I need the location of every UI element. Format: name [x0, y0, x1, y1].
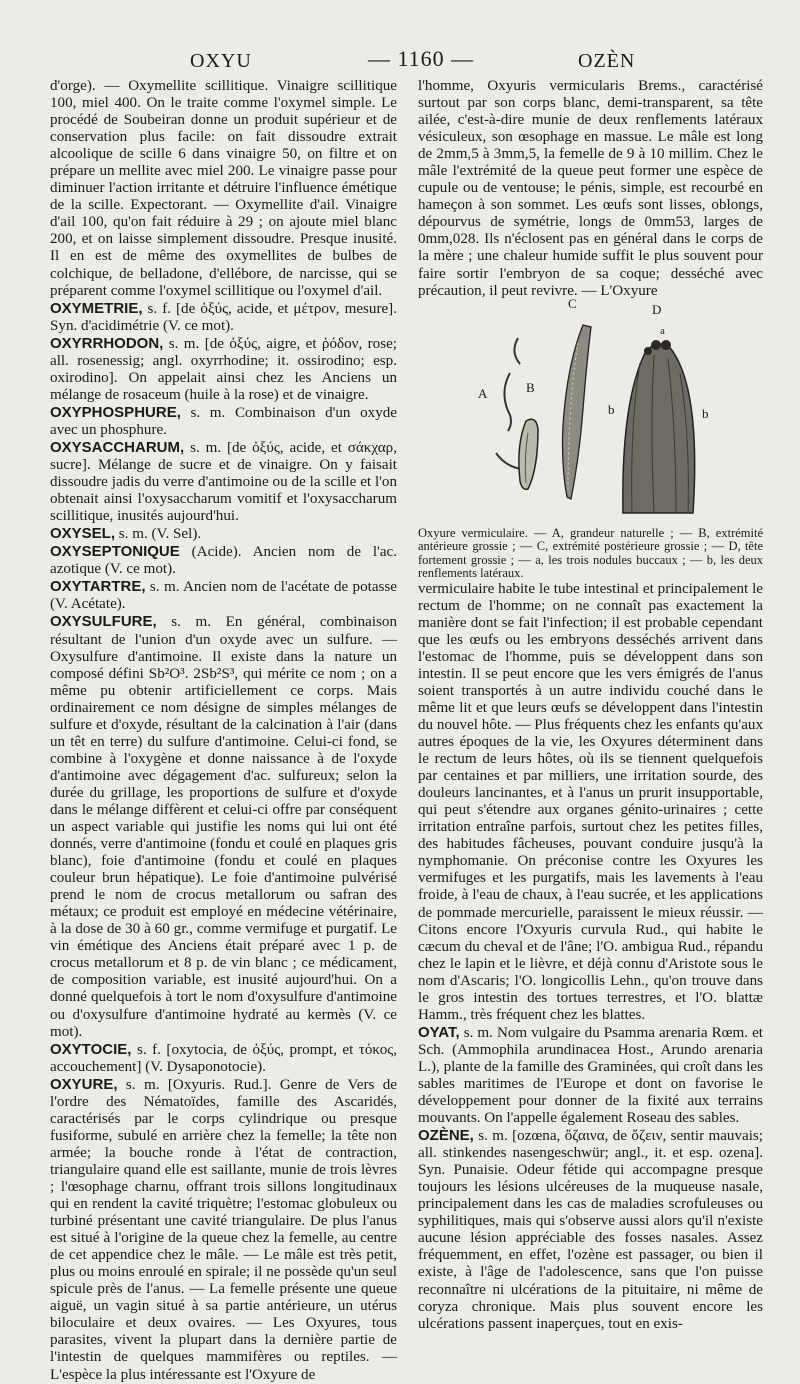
entry-oxymetrie — [50, 300, 397, 335]
entry-oxyseptonique — [50, 543, 397, 578]
entry-oxysulfure — [50, 613, 397, 1040]
entry-body: s. f. [oxytocia, de ὀξύς, prompt, et τόκος, accouchement] (V. Dysaponotocie). — [50, 1041, 397, 1075]
right-column — [418, 78, 763, 1333]
headword: OXYTARTRE, — [50, 578, 146, 596]
tail-enlarged-c — [563, 325, 592, 499]
entry-body: s. m. [de ὀξύς, acide, et σάκχαρ, sucre]. Mélange de sucre et de vinaigre. On y faisait dissoudre jadis du verre d'antimoine ou de la scille et l'on obtenait ainsi l'oxysaccharum vomitif et l'oxysaccharum scillitique, inusités aujourd'hui. — [50, 439, 397, 525]
entry-oxyure — [50, 1076, 397, 1384]
figure-label-small-a: a — [660, 324, 665, 337]
entry-body: s. m. En général, combinaison résultant de l'union d'un oxyde avec un sulfure. — Oxysulfure d'antimoine. Il existe dans la nature un composé défini Sb²O³. 2Sb²S³, qui mérite ce nom ; on a même pu obtenir artificiellement ce corps. Mais ordinairement ce nom désigne de simples mélanges de sulfure et d'oxyde, résultant de la calcination à l'air (dans un têt en terre) du sulfure d'antimoine. Celui-ci fond, se combine à l'oxygène et donne naissance à de l'oxyde d'antimoine avec dégagement d'ac. sulfureux; selon la durée du grillage, les proportions de sulfure et d'oxyde dans le mélange diffèrent et celui-ci offre par conséquent un aspect variable qui justifie les noms qui lui ont été donnés, verre d'antimoine (fondu et coulé en plaques gris blanc), foie d'antimoine (fondu et coulé en plaques couleur brun hépatique). Le foie d'antimoine pulvérisé prend le nom de crocus metallorum ou safran des métaux; ce produit est employé en médecine vétérinaire, à la dose de 30 à 60 gr., comme vermifuge et purgatif. Le vin émétique des Anciens était préparé avec 1 p. de crocus metallorum et 8 p. de vin blanc ; ce médicament, de composition variable, est inusité aujourd'hui. On a donné quelquefois à tort le nom d'oxysulfure d'antimoine ou d'oxysulfure d'antimoine hydraté au kermès (V. ce mot). — [50, 614, 397, 1040]
entry-body: s. m. [de ὀξύς, aigre, et ῥόδον, rose; all. rosenessig; angl. oxyrrhodine; it. ossirodino; esp. oxirodino]. On appelait ainsi chez les Anciens un mélange de rosaceum (huile à la rose) et de vinaigre. — [50, 335, 397, 403]
entry-body: s. m. Nom vulgaire du Psamma arenaria Rœm. et Sch. (Ammophila arundinacea Host., Arundo arenaria L.), plante de la famille des Graminées, qui croît dans les sables maritimes de l'Europe et dont on favorise le développement pour donner de la fixité aux terrains mouvants. On l'appelle également Roseau des sables. — [418, 1024, 763, 1127]
head-enlarged-b — [519, 419, 538, 489]
figure-label-c: C — [568, 295, 577, 311]
figure-label-small-b-right: b — [702, 405, 709, 421]
entry-body: (Acide). Ancien nom de l'ac. azotique (V. ce mot). — [50, 544, 397, 578]
entry-body: s. m. [ozœna, ὄζαινα, de ὄζειν, sentir mauvais; all. stinkendes nasengeschwür; angl., it. et esp. ozena]. Syn. Punaisie. Odeur fétide qui accompagne presque toujours les lésions ulcéreuses de la muqueuse nasale, principalement dans les cas de maladies scrofuleuses ou syphilitiques, mais qui s'observe aussi alors qu'il n'existe aucune lésion appréciable des fosses nasales. Assez fréquemment, en effet, l'ozène est passager, ou bien il existe, à l'âge de l'adolescence, sans que l'on puisse reconnaître ni ulcérations de la pituitaire, ni même de coryza chronique. Mais plus souvent encore les ulcérations passent inaperçues, tout en exis- — [418, 1128, 763, 1332]
worms-natural-size — [496, 338, 522, 469]
head-strongly-magnified-d — [623, 340, 695, 513]
oxyure-illustration — [418, 303, 763, 527]
headword: OXYSEL, — [50, 525, 116, 543]
entry-oxyure-habitat: vermiculaire habite le tube intestinal et principalement le rectum de l'homme; on ne connaît pas exactement la manière dont se fait l'infection; il est probable cependant que les œufs ou les embryons desséchés arrivent dans l'estomac de l'homme, puis se développent dans son intestin. Il se peut encore que les vers émigrés de l'anus soient transportés à un autre individu couché dans le même lit et que leurs œufs se développent dans l'intestin du nouvel hôte. — Plus fréquents chez les enfants qu'aux autres époques de la vie, les Oxyures déterminent dans le rectum de leurs hôtes, où ils se tiennent quelquefois par centaines et par milliers, une irritation sourde, des douleurs lancinantes, et à l'anus un prurit insupportable, qui peut s'étendre aux organes génito-urinaires ; cette irritation entraîne parfois, surtout chez les petites filles, des habitudes fâcheuses, pouvant conduire jusqu'à la nymphomanie. On préconise contre les Oxyures les vermifuges et les purgatifs, mais les lavements à l'eau froide, à l'eau de chaux, à l'eau sucrée, et les applications de pommade mercurielle, paraissent le mieux réussir. — Citons encore l'Oxyuris curvula Rud., qui habite le cæcum du cheval et de l'âne; l'O. ambigua Rud., répandu chez le lapin et le lièvre, et déjà connu d'Aristote sous le nom d'Ascaris; l'O. longicollis Lehn., qu'on trouve dans le gros intestin des tortues terrestres, et l'O. blattæ Hamm., très fréquent chez les blattes. — [418, 580, 763, 1023]
headword: OXYRRHODON, — [50, 334, 164, 352]
header-right-word: OZÈN — [578, 50, 636, 72]
entry-oxyure-continued: l'homme, Oxyuris vermicularis Brems., caractérisé surtout par son corps blanc, demi-transparent, sa tête ailée, c'est-à-dire munie de deux renflements latéraux vésiculeux, son œsophage en massue. Le mâle est long de 2mm,5 à 3mm,5, la femelle de 9 à 10 millim. Chez le mâle l'extrémité de la queue peut former une espèce de cupule ou de ventouse; le pénis, simple, est recourbé en hameçon à son sommet. Les œufs sont lisses, oblongs, dépourvus de symétrie, longs de 0mm53, larges de 0mm,028. Ils n'éclosent pas en général dans le corps de la mère ; une chaleur humide suffit le plus souvent pour faire sortir l'embryon de sa coque; desséché avec précaution, il peut revivre. — L'Oxyure — [418, 78, 763, 299]
headword: OXYURE, — [50, 1075, 118, 1093]
entry-oxysaccharum — [50, 439, 397, 525]
entry-oxymellite-continued: d'orge). — Oxymellite scillitique. Vinaigre scillitique 100, miel 400. On le traite comme l'oxymel simple. Le procédé de Soubeiran donne un produit supérieur et de conservation plus facile: on fait dissoudre extrait alcoolique de scille 6 dans vinaigre 50, on filtre et on prépare un mellite avec miel 200. Le vinaigre passe pour diminuer l'action irritante et détruire l'influence émétique de la scille. Expectorant. — Oxymellite d'ail. Vinaigre d'ail 100, qu'on fait réduire à 29 ; on ajoute miel blanc 200, et on laisse simplement dissoudre. Presque inusité. Il en est de même des oxymellites de bulbes de colchique, de belladone, d'ellébore, de narcisse, qui se préparent comme l'oxymel scillitique ou l'oxymel d'ail. — [50, 78, 397, 299]
figure-label-small-b-left: b — [608, 401, 615, 417]
left-column — [50, 78, 397, 1384]
headword: OXYMETRIE, — [50, 299, 143, 317]
entry-body: s. m. Ancien nom de l'acétate de potasse (V. Acétate). — [50, 579, 397, 613]
header-left-word: OXYU — [190, 50, 252, 72]
figure-caption: Oxyure vermiculaire. — A, grandeur naturelle ; — B, extrémité antérieure grossie ; — C, extrémité postérieure grossie ; — D, tête fortement grossie ; — a, les trois nodules buccaux ; — b, les deux renflements latéraux. — [418, 525, 763, 581]
headword: OXYSACCHARUM, — [50, 438, 185, 456]
figure-label-a: A — [478, 385, 488, 401]
entry-body: s. m. Combinaison d'un oxyde avec un phosphure. — [50, 404, 397, 438]
figure-label-b: B — [526, 379, 535, 395]
entry-oxyrrhodon — [50, 335, 397, 404]
entry-oxysel — [50, 525, 397, 543]
entry-body: s. m. [Oxyuris. Rud.]. Genre de Vers de l'ordre des Nématoïdes, famille des Ascaridés, caractérisés par le corps cylindrique ou presque fusiforme, subulé en arrière chez la femelle; la tête non armée; la bouche ronde à l'état de contraction, triangulaire quand elle est saillante, munie de trois lèvres ; l'œsophage charnu, offrant trois sillons longitudinaux qui en rendent la cavité triquètre; l'estomac globuleux ou turbiné présentant une cavité triangulaire. De plus l'anus est situé à l'origine de la queue chez la femelle, au centre de cet appendice chez le mâle. — Le mâle est très petit, plus ou moins enroulé en spirale; il ne possède qu'un seul spicule près de l'anus. — La femelle présente une queue aiguë, un vagin situé à sa partie antérieure, un utérus biloculaire et deux ovaires. — Les Oxyures, tous parasites, vivent la plupart dans la dernière partie de l'intestin de quelques mammifères ou reptiles. — L'espèce la plus intéressante est l'Oxyure de — [50, 1076, 397, 1383]
entry-oxyphosphure — [50, 404, 397, 439]
page-number: — 1160 — — [368, 46, 475, 71]
entry-oxytocie — [50, 1041, 397, 1076]
headword: OXYSULFURE, — [50, 613, 157, 631]
headword: OXYSEPTONIQUE — [50, 543, 180, 561]
entry-body: s. f. [de ὀξύς, acide, et μέτρον, mesure]. Syn. d'acidimétrie (V. ce mot). — [50, 300, 397, 334]
headword: OXYPHOSPHURE, — [50, 403, 181, 421]
entry-oxytartre — [50, 578, 397, 613]
entry-oyat — [418, 1024, 763, 1127]
headword: OXYTOCIE, — [50, 1040, 132, 1058]
entry-body: s. m. (V. Sel). — [115, 526, 202, 543]
running-header — [0, 44, 800, 74]
headword: OYAT, — [418, 1023, 460, 1041]
headword: OZÈNE, — [418, 1127, 474, 1145]
oxyure-figure — [418, 295, 763, 527]
figure-label-d: D — [652, 301, 662, 317]
entry-ozene — [418, 1127, 763, 1333]
